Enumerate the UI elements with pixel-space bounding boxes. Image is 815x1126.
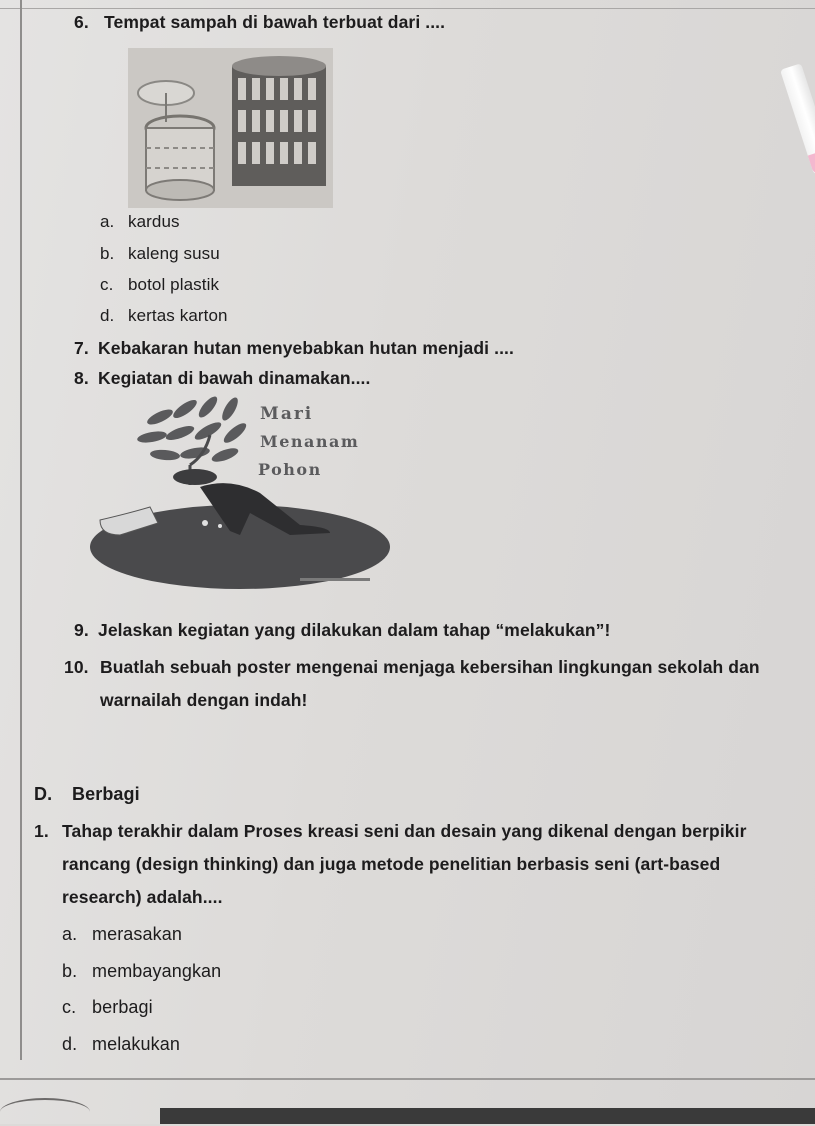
q6-option-a-text: kardus: [128, 212, 180, 231]
question-10-line-2: warnailah dengan indah!: [100, 690, 308, 710]
q6-option-b-text: kaleng susu: [128, 244, 220, 263]
d-question-1-line-1: Tahap terakhir dalam Proses kreasi seni dan desain yang dikenal dengan berpikir: [62, 821, 747, 841]
question-7-text: Kebakaran hutan menyebabkan hutan menjadi ....: [98, 338, 514, 358]
d1-option-b-letter: b.: [62, 961, 78, 981]
question-6-number: 6.: [74, 12, 89, 32]
d1-option-c-letter: c.: [62, 997, 77, 1017]
page-curl: [0, 1098, 90, 1126]
d1-option-b-text: membayangkan: [92, 961, 222, 981]
d1-option-d-text: melakukan: [92, 1034, 180, 1054]
question-10-number: 10.: [64, 657, 89, 677]
question-8-text: Kegiatan di bawah dinamakan....: [98, 368, 371, 388]
trash-bin-photo: [128, 48, 333, 208]
question-6-text: Tempat sampah di bawah terbuat dari ....: [104, 12, 446, 32]
d-question-1-number: 1.: [34, 821, 49, 841]
question-9-text: Jelaskan kegiatan yang dilakukan dalam tahap “melakukan”!: [98, 620, 611, 640]
page-bottom-rule: [0, 1078, 815, 1080]
d1-option-a-text: merasakan: [92, 924, 182, 944]
d-question-1-line-2: rancang (design thinking) dan juga metode penelitian berbasis seni (art-based: [62, 854, 721, 874]
page-shadow-edge: [160, 1108, 815, 1124]
q6-option-d-letter: d.: [100, 306, 115, 325]
d1-option-a-letter: a.: [62, 924, 78, 944]
section-d-label: D.: [34, 784, 53, 804]
poster-title-mari: Mari: [260, 404, 314, 424]
question-8-number: 8.: [74, 368, 89, 388]
page-margin-line: [20, 0, 22, 1060]
poster-title-pohon: Pohon: [258, 460, 322, 479]
q6-option-a-letter: a.: [100, 212, 115, 231]
d-question-1-line-3: research) adalah....: [62, 887, 223, 907]
poster-title-menanam: Menanam: [260, 432, 360, 451]
section-d-title: Berbagi: [72, 784, 140, 804]
question-9-number: 9.: [74, 620, 89, 640]
question-7-number: 7.: [74, 338, 89, 358]
q6-option-c-text: botol plastik: [128, 275, 220, 294]
tree-planting-poster: [90, 395, 400, 595]
d1-option-c-text: berbagi: [92, 997, 153, 1017]
d1-option-d-letter: d.: [62, 1034, 78, 1054]
page-top-rule: [0, 8, 815, 9]
q6-option-b-letter: b.: [100, 244, 115, 263]
q6-option-c-letter: c.: [100, 275, 114, 294]
question-10-line-1: Buatlah sebuah poster mengenai menjaga kebersihan lingkungan sekolah dan: [100, 657, 760, 677]
q6-option-d-text: kertas karton: [128, 306, 228, 325]
